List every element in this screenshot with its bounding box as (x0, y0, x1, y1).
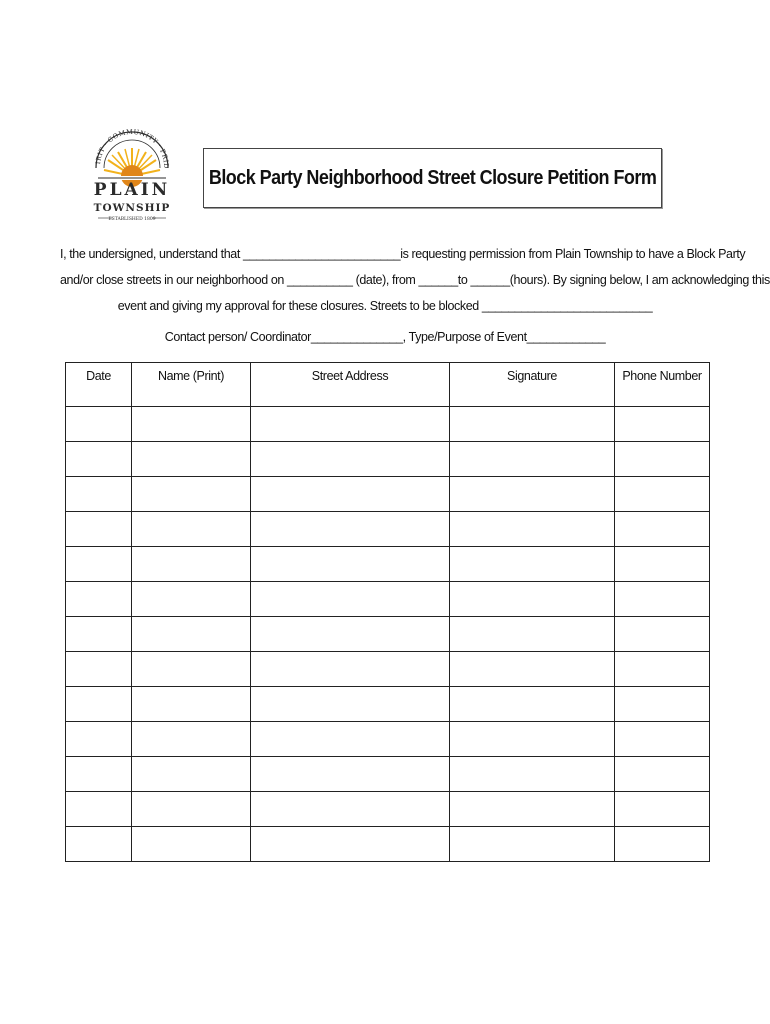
intro-line-2: and/or close streets in our neighborhood on __________ (date), from ______to ______(hours). By signing below, I am acknowledging this (60, 273, 770, 287)
signature-cell[interactable] (450, 722, 615, 757)
phone-number-cell[interactable] (615, 827, 710, 862)
name-cell[interactable] (132, 687, 251, 722)
date-cell[interactable] (66, 477, 132, 512)
date-cell[interactable] (66, 512, 132, 547)
street-address-cell[interactable] (251, 827, 450, 862)
signature-cell[interactable] (450, 547, 615, 582)
name-cell[interactable] (132, 617, 251, 652)
name-cell[interactable] (132, 582, 251, 617)
signature-table (65, 362, 710, 862)
signature-cell[interactable] (450, 442, 615, 477)
signature-cell[interactable] (450, 827, 615, 862)
phone-number-cell[interactable] (615, 617, 710, 652)
table-row (66, 792, 710, 827)
plain-township-logo (88, 118, 176, 228)
intro-line-1: I, the undersigned, understand that ________________________is requesting permission from Plain Township to have a Block Party (60, 247, 746, 261)
phone-number-cell[interactable] (615, 547, 710, 582)
signature-cell[interactable] (450, 407, 615, 442)
street-address-cell[interactable] (251, 547, 450, 582)
form-title: Block Party Neighborhood Street Closure Petition Form (208, 166, 657, 189)
date-cell[interactable] (66, 792, 132, 827)
table-header-row (66, 363, 710, 407)
table-row (66, 827, 710, 862)
column-header-name: Name (Print) (132, 363, 251, 407)
date-cell[interactable] (66, 687, 132, 722)
contact-line: Contact person/ Coordinator______________, Type/Purpose of Event____________ (164, 330, 606, 344)
logo-name-line2: TOWNSHIP (93, 202, 171, 214)
intro-paragraph (60, 241, 770, 319)
logo-name-line1: PLAIN (93, 180, 171, 200)
signature-cell[interactable] (450, 687, 615, 722)
column-header-phone-number: Phone Number (615, 363, 710, 407)
column-header-street-address: Street Address (251, 363, 450, 407)
table-row (66, 547, 710, 582)
street-address-cell[interactable] (251, 477, 450, 512)
table-row (66, 687, 710, 722)
phone-number-cell[interactable] (615, 512, 710, 547)
date-cell[interactable] (66, 722, 132, 757)
table-row (66, 757, 710, 792)
phone-number-cell[interactable] (615, 442, 710, 477)
street-address-cell[interactable] (251, 757, 450, 792)
name-cell[interactable] (132, 827, 251, 862)
name-cell[interactable] (132, 757, 251, 792)
intro-line-3: event and giving my approval for these closures. Streets to be blocked __________________________ (117, 299, 653, 313)
name-cell[interactable] (132, 792, 251, 827)
street-address-cell[interactable] (251, 582, 450, 617)
phone-number-cell[interactable] (615, 792, 710, 827)
table-row (66, 477, 710, 512)
date-cell[interactable] (66, 547, 132, 582)
phone-number-cell[interactable] (615, 407, 710, 442)
date-cell[interactable] (66, 617, 132, 652)
street-address-cell[interactable] (251, 792, 450, 827)
phone-number-cell[interactable] (615, 652, 710, 687)
date-cell[interactable] (66, 582, 132, 617)
name-cell[interactable] (132, 652, 251, 687)
table-row (66, 652, 710, 687)
signature-cell[interactable] (450, 757, 615, 792)
street-address-cell[interactable] (251, 687, 450, 722)
date-cell[interactable] (66, 827, 132, 862)
name-cell[interactable] (132, 407, 251, 442)
logo-established: ESTABLISHED 1809 (108, 217, 156, 222)
street-address-cell[interactable] (251, 652, 450, 687)
logo-arc-text: IRIT · COMMUNITY · PRID (94, 127, 171, 169)
signature-cell[interactable] (450, 617, 615, 652)
phone-number-cell[interactable] (615, 722, 710, 757)
table-row (66, 407, 710, 442)
table-row (66, 722, 710, 757)
signature-cell[interactable] (450, 477, 615, 512)
name-cell[interactable] (132, 477, 251, 512)
phone-number-cell[interactable] (615, 477, 710, 512)
logo-image (88, 118, 176, 228)
table-row (66, 582, 710, 617)
signature-cell[interactable] (450, 652, 615, 687)
date-cell[interactable] (66, 442, 132, 477)
table-row (66, 512, 710, 547)
name-cell[interactable] (132, 547, 251, 582)
street-address-cell[interactable] (251, 407, 450, 442)
table-row (66, 617, 710, 652)
name-cell[interactable] (132, 512, 251, 547)
svg-text:SPIRIT · COMMUNITY · PRIDE (88, 118, 170, 169)
street-address-cell[interactable] (251, 512, 450, 547)
street-address-cell[interactable] (251, 722, 450, 757)
name-cell[interactable] (132, 442, 251, 477)
table-row (66, 442, 710, 477)
street-address-cell[interactable] (251, 442, 450, 477)
name-cell[interactable] (132, 722, 251, 757)
date-cell[interactable] (66, 407, 132, 442)
phone-number-cell[interactable] (615, 687, 710, 722)
phone-number-cell[interactable] (615, 757, 710, 792)
phone-number-cell[interactable] (615, 582, 710, 617)
form-title-box (203, 148, 662, 208)
signature-cell[interactable] (450, 582, 615, 617)
street-address-cell[interactable] (251, 617, 450, 652)
column-header-date: Date (66, 363, 132, 407)
signature-cell[interactable] (450, 792, 615, 827)
date-cell[interactable] (66, 652, 132, 687)
date-cell[interactable] (66, 757, 132, 792)
column-header-signature: Signature (450, 363, 615, 407)
signature-cell[interactable] (450, 512, 615, 547)
